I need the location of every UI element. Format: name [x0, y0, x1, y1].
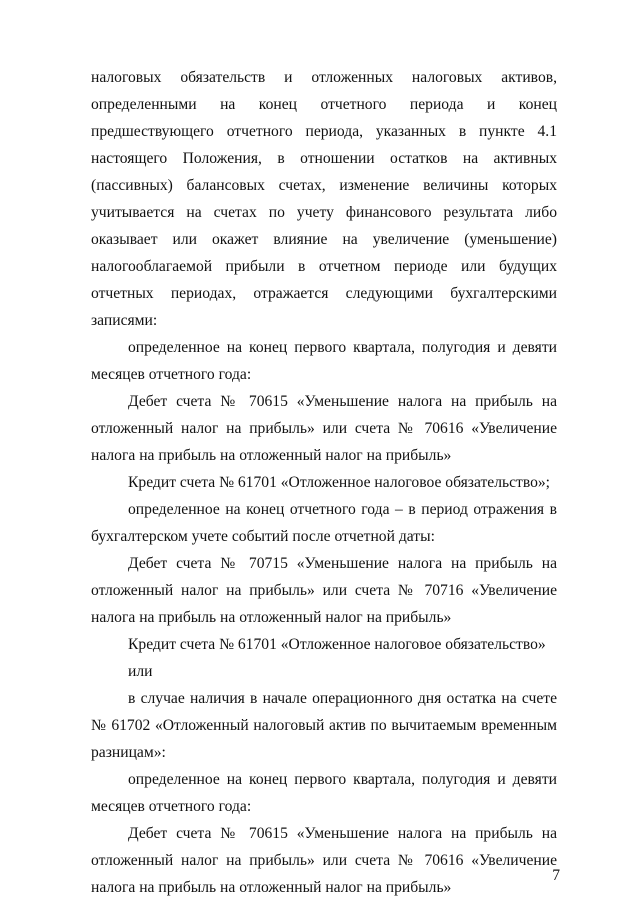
paragraph-5: определенное на конец отчетного года – в период отражения в бухгалтерском учете событий после отчетной даты: [91, 501, 557, 545]
paragraph-8: или [128, 663, 153, 680]
document-body [91, 64, 557, 901]
paragraph-10: определенное на конец первого квартала, полугодия и девяти месяцев отчетного года: [91, 771, 557, 815]
paragraph-7: Кредит счета № 61701 «Отложенное налоговое обязательство» [128, 636, 546, 653]
paragraph-2: определенное на конец первого квартала, полугодия и девяти месяцев отчетного года: [91, 339, 557, 383]
paragraph-9: в случае наличия в начале операционного дня остатка на счете № 61702 «Отложенный налоговый актив по вычитаемым временным разницам»: [91, 690, 557, 761]
paragraph-6: Дебет счета № 70715 «Уменьшение налога на прибыль на отложенный налог на прибыль» или счета № 70716 «Увеличение налога на прибыль на отложенный налог на прибыль» [91, 555, 557, 626]
paragraph-1: налоговых обязательств и отложенных налоговых активов, определенными на конец отчетного периода и конец предшествующего отчетного периода, указанных в пункте 4.1 настоящего Положения, в отношении остатков на активных (пассивных) балансовых счетах, изменение величины которых учитывается на счетах по учету финансового результата либо оказывает или окажет влияние на увеличение (уменьшение) налогооблагаемой прибыли в отчетном периоде или будущих отчетных периодах, отражается следующими бухгалтерскими записями: [91, 69, 557, 329]
page-number: 7 [552, 867, 560, 884]
paragraph-4: Кредит счета № 61701 «Отложенное налоговое обязательство»; [128, 474, 551, 491]
paragraph-11: Дебет счета № 70615 «Уменьшение налога на прибыль на отложенный налог на прибыль» или счета № 70616 «Увеличение налога на прибыль на отложенный налог на прибыль» [91, 825, 557, 896]
paragraph-3: Дебет счета № 70615 «Уменьшение налога на прибыль на отложенный налог на прибыль» или счета № 70616 «Увеличение налога на прибыль на отложенный налог на прибыль» [91, 393, 557, 464]
